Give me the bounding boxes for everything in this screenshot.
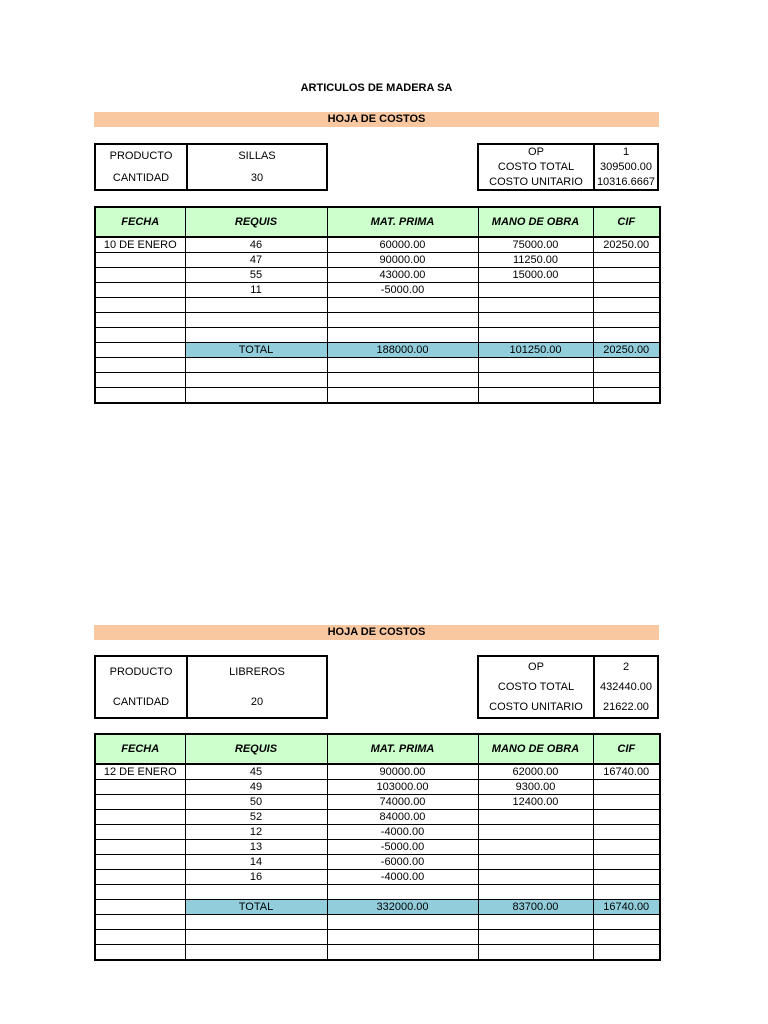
table-cell bbox=[95, 810, 185, 825]
table-cell bbox=[95, 780, 185, 795]
table-cell bbox=[185, 885, 327, 900]
total-row bbox=[95, 900, 660, 915]
table-cell bbox=[95, 283, 185, 298]
table-cell bbox=[95, 900, 185, 915]
cantidad-value: 20 bbox=[250, 695, 264, 708]
table-cell bbox=[327, 358, 478, 373]
table-cell: 103000.00 bbox=[327, 780, 478, 795]
table-cell bbox=[95, 268, 185, 283]
table-cell bbox=[95, 825, 185, 840]
table-cell bbox=[95, 328, 185, 343]
cantidad-value: 30 bbox=[250, 171, 264, 184]
table-cell bbox=[95, 795, 185, 810]
table-cell: 60000.00 bbox=[327, 237, 478, 253]
table-cell: 16740.00 bbox=[593, 900, 660, 915]
table-cell: -5000.00 bbox=[327, 283, 478, 298]
table-cell bbox=[478, 328, 593, 343]
table-cell: 12 bbox=[185, 825, 327, 840]
table-cell bbox=[95, 373, 185, 388]
producto-label: PRODUCTO bbox=[96, 657, 187, 687]
table-cell bbox=[593, 780, 660, 795]
table-cell: 43000.00 bbox=[327, 268, 478, 283]
table-row bbox=[95, 328, 660, 343]
table-cell bbox=[185, 313, 327, 328]
table-cell bbox=[95, 298, 185, 313]
table-cell bbox=[95, 930, 185, 945]
col-header-fecha: FECHA bbox=[95, 734, 185, 764]
table-cell: 12 DE ENERO bbox=[95, 764, 185, 780]
table-cell bbox=[185, 388, 327, 404]
table-cell bbox=[478, 825, 593, 840]
table-cell bbox=[327, 945, 478, 961]
table-cell bbox=[478, 388, 593, 404]
table-cell: 90000.00 bbox=[327, 253, 478, 268]
table-cell: 15000.00 bbox=[478, 268, 593, 283]
table-cell: 101250.00 bbox=[478, 343, 593, 358]
table-cell bbox=[478, 373, 593, 388]
table-cell bbox=[95, 253, 185, 268]
table-cell bbox=[95, 343, 185, 358]
table-cell bbox=[95, 388, 185, 404]
col-header-requis: REQUIS bbox=[185, 734, 327, 764]
table-row bbox=[95, 930, 660, 945]
op-label: OP bbox=[479, 657, 594, 677]
table-cell: -4000.00 bbox=[327, 825, 478, 840]
col-header-fecha: FECHA bbox=[95, 207, 185, 237]
table-cell: 10 DE ENERO bbox=[95, 237, 185, 253]
table-cell: 74000.00 bbox=[327, 795, 478, 810]
table-cell: 52 bbox=[185, 810, 327, 825]
col-header-mat-prima: MAT. PRIMA bbox=[327, 734, 478, 764]
op-box-1 bbox=[477, 143, 659, 191]
table-cell bbox=[327, 915, 478, 930]
table-cell: -5000.00 bbox=[327, 840, 478, 855]
table-cell bbox=[593, 945, 660, 961]
table-cell bbox=[327, 930, 478, 945]
product-box-1 bbox=[94, 143, 328, 191]
col-header-mat-prima: MAT. PRIMA bbox=[327, 207, 478, 237]
col-header-cif: CIF bbox=[593, 734, 660, 764]
table-cell: 47 bbox=[185, 253, 327, 268]
table-cell bbox=[593, 358, 660, 373]
table-cell: 20250.00 bbox=[593, 343, 660, 358]
costo-unitario-value: 10316.6667 bbox=[596, 176, 656, 188]
table-row bbox=[95, 915, 660, 930]
costo-total-value: 309500.00 bbox=[600, 161, 652, 173]
cost-table-1 bbox=[94, 206, 661, 404]
company-title: ARTICULOS DE MADERA SA bbox=[300, 82, 453, 94]
table-cell bbox=[327, 328, 478, 343]
table-cell bbox=[593, 825, 660, 840]
table-cell bbox=[478, 840, 593, 855]
table-cell bbox=[593, 373, 660, 388]
table-cell bbox=[185, 328, 327, 343]
cost-table-2 bbox=[94, 733, 661, 961]
table-cell bbox=[478, 358, 593, 373]
table-row bbox=[95, 885, 660, 900]
table-cell: 332000.00 bbox=[327, 900, 478, 915]
col-header-mano-obra: MANO DE OBRA bbox=[478, 734, 593, 764]
table-cell bbox=[593, 870, 660, 885]
table-row bbox=[95, 358, 660, 373]
table-cell: 14 bbox=[185, 855, 327, 870]
costo-total-label: COSTO TOTAL bbox=[479, 677, 594, 697]
table-cell bbox=[95, 313, 185, 328]
total-row bbox=[95, 343, 660, 358]
table-cell: 11 bbox=[185, 283, 327, 298]
table-cell bbox=[327, 313, 478, 328]
cantidad-label: CANTIDAD bbox=[96, 687, 187, 717]
table-cell bbox=[478, 945, 593, 961]
table-row bbox=[95, 298, 660, 313]
table-cell bbox=[327, 885, 478, 900]
table-cell: TOTAL bbox=[185, 343, 327, 358]
table-cell bbox=[478, 313, 593, 328]
table-cell bbox=[478, 810, 593, 825]
table-cell bbox=[593, 298, 660, 313]
cantidad-label: CANTIDAD bbox=[96, 167, 187, 189]
producto-label: PRODUCTO bbox=[96, 145, 187, 167]
table-cell: 20250.00 bbox=[593, 237, 660, 253]
table-cell bbox=[95, 855, 185, 870]
table-cell: 13 bbox=[185, 840, 327, 855]
table-cell: 84000.00 bbox=[327, 810, 478, 825]
table-cell bbox=[95, 945, 185, 961]
col-header-mano-obra: MANO DE OBRA bbox=[478, 207, 593, 237]
table-row bbox=[95, 945, 660, 961]
table-row bbox=[95, 780, 660, 795]
table-cell: 62000.00 bbox=[478, 764, 593, 780]
table-cell bbox=[593, 855, 660, 870]
table-cell bbox=[593, 283, 660, 298]
table-cell bbox=[593, 253, 660, 268]
table-cell bbox=[593, 388, 660, 404]
table-cell: 12400.00 bbox=[478, 795, 593, 810]
table-cell: -4000.00 bbox=[327, 870, 478, 885]
table-cell bbox=[593, 268, 660, 283]
table-cell bbox=[185, 945, 327, 961]
table-cell bbox=[185, 298, 327, 313]
table-row bbox=[95, 764, 660, 780]
table-cell bbox=[95, 915, 185, 930]
table-cell: 46 bbox=[185, 237, 327, 253]
table-cell bbox=[593, 930, 660, 945]
table-cell bbox=[478, 283, 593, 298]
table-row bbox=[95, 373, 660, 388]
costo-total-value: 432440.00 bbox=[600, 680, 652, 693]
op-value: 2 bbox=[622, 660, 630, 673]
sheet-title-2: HOJA DE COSTOS bbox=[94, 625, 659, 640]
table-cell: 16 bbox=[185, 870, 327, 885]
table-cell bbox=[593, 915, 660, 930]
table-cell: 75000.00 bbox=[478, 237, 593, 253]
op-label: OP bbox=[479, 145, 594, 160]
producto-value: SILLAS bbox=[238, 149, 276, 162]
table-cell bbox=[593, 328, 660, 343]
table-cell: 55 bbox=[185, 268, 327, 283]
table-cell bbox=[185, 930, 327, 945]
table-cell bbox=[478, 870, 593, 885]
col-header-cif: CIF bbox=[593, 207, 660, 237]
col-header-requis: REQUIS bbox=[185, 207, 327, 237]
table-cell bbox=[478, 885, 593, 900]
table-cell bbox=[95, 840, 185, 855]
table-row bbox=[95, 313, 660, 328]
table-cell bbox=[593, 795, 660, 810]
table-cell: 16740.00 bbox=[593, 764, 660, 780]
table-cell bbox=[185, 358, 327, 373]
table-cell: 83700.00 bbox=[478, 900, 593, 915]
table-cell: TOTAL bbox=[185, 900, 327, 915]
table-cell: 11250.00 bbox=[478, 253, 593, 268]
op-box-2 bbox=[477, 655, 659, 719]
table-row bbox=[95, 253, 660, 268]
table-row bbox=[95, 795, 660, 810]
table-row bbox=[95, 810, 660, 825]
producto-value: LIBREROS bbox=[229, 665, 285, 678]
table-row bbox=[95, 825, 660, 840]
table-cell: 49 bbox=[185, 780, 327, 795]
table-row bbox=[95, 855, 660, 870]
table-cell bbox=[95, 885, 185, 900]
product-box-2 bbox=[94, 655, 328, 719]
costo-unitario-value: 21622.00 bbox=[603, 700, 649, 713]
table-cell: 188000.00 bbox=[327, 343, 478, 358]
table-row bbox=[95, 388, 660, 404]
op-value: 1 bbox=[622, 146, 630, 158]
table-cell bbox=[593, 810, 660, 825]
table-cell: 50 bbox=[185, 795, 327, 810]
table-row bbox=[95, 870, 660, 885]
table-cell bbox=[95, 870, 185, 885]
table-row bbox=[95, 237, 660, 253]
table-cell bbox=[327, 373, 478, 388]
table-cell: -6000.00 bbox=[327, 855, 478, 870]
table-cell bbox=[327, 298, 478, 313]
table-cell bbox=[478, 298, 593, 313]
table-cell bbox=[185, 373, 327, 388]
table-cell bbox=[327, 388, 478, 404]
table-cell bbox=[95, 358, 185, 373]
table-cell bbox=[593, 840, 660, 855]
sheet-title-1: HOJA DE COSTOS bbox=[94, 112, 659, 127]
table-cell bbox=[478, 855, 593, 870]
costo-unitario-label: COSTO UNITARIO bbox=[479, 697, 594, 717]
table-cell: 9300.00 bbox=[478, 780, 593, 795]
table-cell bbox=[478, 915, 593, 930]
table-cell: 45 bbox=[185, 764, 327, 780]
table-cell bbox=[593, 313, 660, 328]
table-row bbox=[95, 268, 660, 283]
table-cell: 90000.00 bbox=[327, 764, 478, 780]
table-cell bbox=[593, 885, 660, 900]
costo-total-label: COSTO TOTAL bbox=[479, 160, 594, 175]
table-row bbox=[95, 840, 660, 855]
table-cell bbox=[185, 915, 327, 930]
table-cell bbox=[478, 930, 593, 945]
costo-unitario-label: COSTO UNITARIO bbox=[479, 175, 594, 190]
table-row bbox=[95, 283, 660, 298]
